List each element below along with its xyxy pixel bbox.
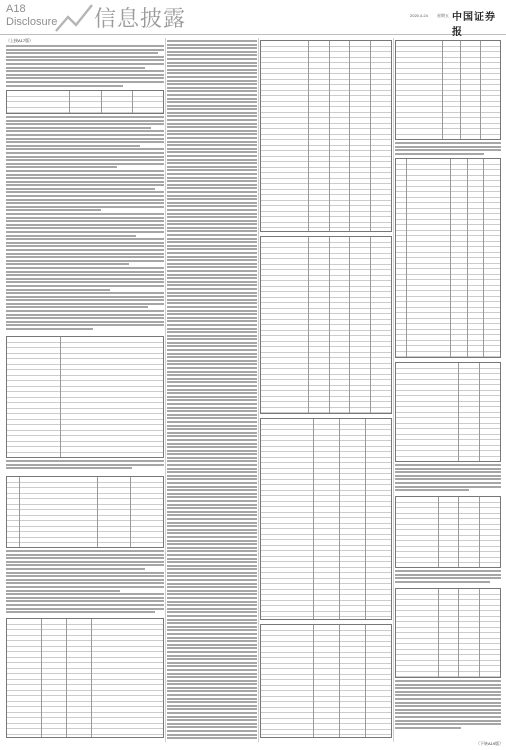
newspaper-logo: 中国证券报 [452, 12, 496, 38]
page-code: A18 [6, 3, 26, 15]
page-header [0, 0, 506, 38]
article-column-2 [167, 38, 257, 742]
issue-date: 2020.4.24 [410, 13, 428, 18]
financial-table [260, 418, 392, 620]
financial-table [260, 624, 392, 738]
body-text-block [395, 680, 501, 730]
financial-table [260, 40, 392, 232]
body-text-block [6, 116, 164, 332]
financial-table [395, 496, 501, 568]
column-divider [165, 38, 166, 742]
body-text-block [6, 550, 164, 615]
body-text-block [395, 570, 501, 584]
financial-table [260, 236, 392, 414]
body-text-block [6, 45, 164, 88]
section-chevron-mark-icon [54, 3, 94, 33]
body-text-block [395, 142, 501, 156]
column-divider [258, 38, 259, 742]
continued-to-tag: （下转A19版） [476, 741, 504, 746]
column-divider [393, 38, 394, 742]
continued-from-tag: （上接A17版） [6, 38, 34, 43]
body-text-block [395, 464, 501, 493]
article-column-3 [260, 38, 392, 742]
data-table [6, 90, 164, 114]
issue-weekday: 星期五 [437, 13, 449, 18]
data-table [6, 336, 164, 458]
article-column-1 [6, 38, 164, 742]
financial-table [395, 158, 501, 358]
data-table [6, 476, 164, 548]
financial-table [395, 588, 501, 678]
financial-table [395, 40, 501, 140]
data-table [6, 618, 164, 738]
body-text-block [167, 40, 257, 741]
financial-table [395, 362, 501, 462]
body-text-block [6, 460, 164, 471]
section-title: 信息披露 [94, 7, 187, 32]
article-column-4 [395, 38, 501, 742]
section-title-en: Disclosure [6, 16, 58, 28]
